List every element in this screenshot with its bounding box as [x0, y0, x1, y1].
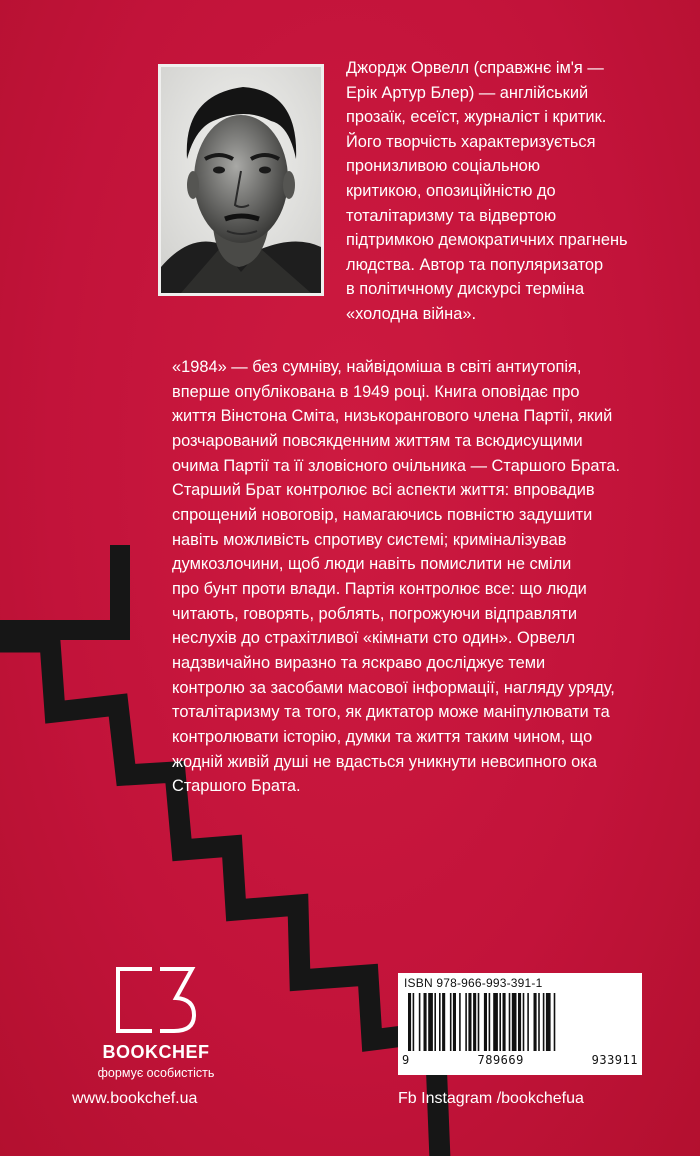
- bio-line: Ерік Артур Блер) — англійський: [346, 83, 589, 102]
- bio-line: Джордж Орвелл (справжнє ім'я —: [346, 59, 604, 77]
- barcode-digit-group: 9: [402, 1053, 410, 1067]
- barcode-bar: [499, 993, 501, 1051]
- description-line: контролювати історію, думки та життя таким чином, що: [172, 727, 593, 746]
- description-line: «1984» — без сумніву, найвідоміша в світі антиутопія,: [172, 358, 582, 376]
- barcode-bar: [538, 993, 540, 1051]
- description-line: читають, говорять, роблять, погрожуючи відправляти: [172, 604, 578, 623]
- barcode-bar: [543, 993, 545, 1051]
- barcode-bar: [419, 993, 421, 1051]
- barcode-bar: [554, 993, 556, 1051]
- bio-line: тоталітаризму та відвертою: [346, 206, 557, 225]
- bio-line: «холодна війна».: [346, 304, 477, 323]
- bio-line: в політичному дискурсі терміна: [346, 280, 585, 299]
- description-line: надзвичайно виразно та яскраво досліджує теми: [172, 653, 546, 672]
- barcode-digit-group: 933911: [591, 1053, 638, 1067]
- barcode-bar: [424, 993, 427, 1051]
- barcode-bar: [434, 993, 436, 1051]
- barcode-digit-group: 789669: [477, 1053, 524, 1067]
- barcode-bar: [413, 993, 415, 1051]
- description-line: контролю за засобами масової інформації, нагляду уряду,: [172, 678, 615, 697]
- description-line: Старшого Брата.: [172, 777, 301, 796]
- barcode-bar: [473, 993, 476, 1051]
- publisher-slogan: формує особистість: [97, 1066, 215, 1080]
- barcode-bar: [450, 993, 452, 1051]
- barcode-bar: [523, 993, 525, 1051]
- barcode-bar: [453, 993, 456, 1051]
- publisher-name: BOOKCHEF: [102, 1042, 210, 1062]
- description-line: жодній живій душі не вдасться уникнути невсипного ока: [172, 752, 597, 771]
- author-biography: [346, 56, 686, 327]
- barcode-bar: [442, 993, 445, 1051]
- barcode-digits: [402, 1053, 638, 1067]
- bio-line: людства. Автор та популяризатор: [346, 255, 604, 274]
- barcode-bar: [439, 993, 441, 1051]
- description-line: думкозлочини, щоб люди навіть помислити не сміли: [172, 555, 572, 574]
- barcode-bar: [428, 993, 433, 1051]
- barcode-bar: [534, 993, 537, 1051]
- book-description: [172, 355, 692, 799]
- description-line: навіть можливість спротиву системі; криміналізував: [172, 530, 567, 549]
- bio-line: критикою, опозиційністю до: [346, 181, 556, 200]
- description-line: життя Вінстона Сміта, низькорангового члена Партії, який: [172, 407, 613, 426]
- bio-line: підтримкою демократичних прагнень: [346, 231, 628, 250]
- barcode-bar: [465, 993, 467, 1051]
- barcode-bar: [518, 993, 521, 1051]
- publisher-social: Fb Instagram /bookchefua: [398, 1090, 584, 1107]
- barcode-bar: [527, 993, 529, 1051]
- author-portrait-icon: [161, 67, 321, 293]
- author-portrait: [158, 64, 324, 296]
- bio-line: Його творчість характеризується: [346, 132, 596, 151]
- barcode-bar: [503, 993, 506, 1051]
- barcode-bar: [493, 993, 498, 1051]
- barcode-icon: [406, 993, 634, 1051]
- description-line: Старший Брат контролює всі аспекти життя: впровадив: [172, 481, 595, 500]
- barcode-bar: [509, 993, 511, 1051]
- isbn-number: ISBN 978-966-993-391-1: [404, 976, 543, 990]
- barcode-bar: [489, 993, 491, 1051]
- description-line: тоталітаризму та того, як диктатор може маніпулювати та: [172, 703, 610, 722]
- isbn-barcode-box: [398, 973, 642, 1075]
- description-line: вперше опублікована в 1949 році. Книга оповідає про: [172, 382, 580, 401]
- bio-line: пронизливою соціальною: [346, 157, 541, 176]
- barcode-bar: [478, 993, 480, 1051]
- description-line: розчарований повсякденним життям та всюдисущими: [172, 431, 583, 450]
- barcode-bar: [512, 993, 517, 1051]
- barcode-bar: [484, 993, 487, 1051]
- publisher-website: www.bookchef.ua: [72, 1090, 198, 1107]
- bio-line: прозаїк, есеїст, журналіст і критик.: [346, 108, 607, 127]
- barcode-bar: [468, 993, 471, 1051]
- description-line: очима Партії та її зловісного очільника — Старшого Брата.: [172, 456, 621, 475]
- barcode-bar: [459, 993, 461, 1051]
- barcode-bar: [408, 993, 411, 1051]
- barcode-bar: [546, 993, 551, 1051]
- bookchef-logo-icon: [114, 965, 198, 1035]
- description-line: про бунт проти влади. Партія контролює все: що люди: [172, 579, 587, 598]
- description-line: спрощений новоговір, намагаючись повністю задушити: [172, 505, 593, 524]
- description-line: неслухів до страхітливої «кімнати сто один». Орвелл: [172, 629, 576, 648]
